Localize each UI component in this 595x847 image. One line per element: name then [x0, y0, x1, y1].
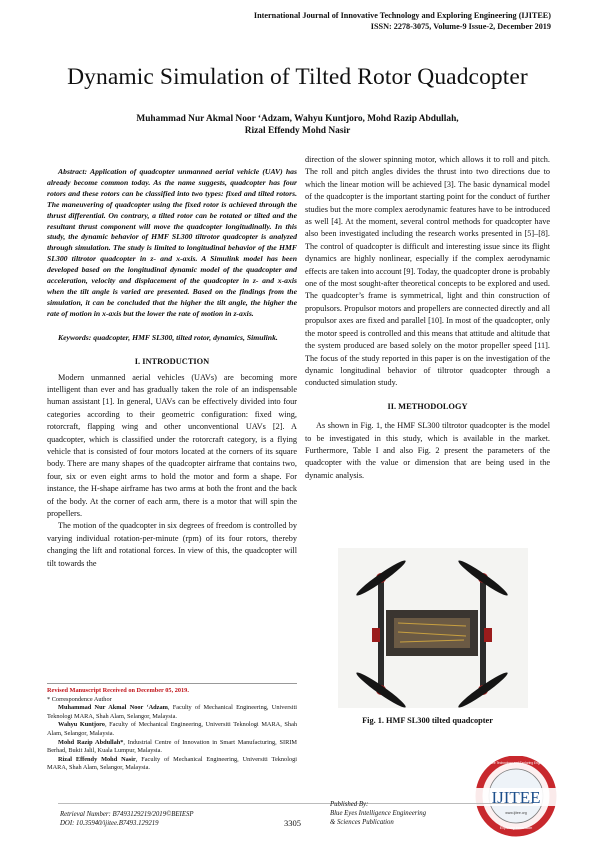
author-line-2: Rizal Effendy Mohd Nasir — [244, 126, 351, 137]
right-column — [305, 154, 550, 482]
footnote-divider — [47, 683, 297, 684]
retrieval-number: Retrieval Number: B7493129219/2019©BEIESP — [60, 811, 194, 818]
footnotes — [47, 687, 297, 773]
left-column — [47, 167, 297, 570]
publisher-name-2: & Sciences Publication — [330, 819, 394, 827]
figure-1-caption: Fig. 1. HMF SL300 tilted quadcopter — [362, 716, 493, 725]
introduction-body — [47, 372, 297, 571]
doi: DOI: 10.35940/ijitee.B7493.129219 — [60, 820, 159, 828]
footer-publisher — [330, 800, 470, 828]
section-heading-introduction: I. INTRODUCTION — [134, 356, 210, 366]
right-paragraph-1: direction of the slower spinning motor, which allows it to roll and pitch. The roll and pitch angles divides the thrust into two directions due to which the linear motion will be achieved [3]. The basic dynamical model of the quadcopter is the important starting point for the conduct of further studies but the more complex aerodynamic features have to be introduced as well [4]. At the moment, several control methods for quadcopter have also been investigated including the research works presented in [5]–[8]. The control of quadcopter is difficult and interesting issue since its flight dynamics are highly nonlinear, especially if the complex aerodynamic effects are taken into account [9]. Today, the quadcopter drone is probably one of the most sought-after theoretical concepts to be explored and used. The quadcopter’s frame is symmetrical, light and thin construction of propulsors. Propulsor motors and propellers are connected directly and all propulsor axes are fixed and parallel [10]. In most of the quadcopter, only the motor speed is controlled and this means that attitude and altitude that the system produced are based solely on the motor propeller speed [11]. The focus of the study reported in this paper is on the investigation of the dynamic longitudinal behavior of tiltrotor quadcopter through a conducted simulation study. — [305, 155, 550, 388]
logo-ring-bottom-text: Exploring Innovation — [499, 826, 533, 830]
journal-header — [254, 11, 551, 32]
author-affiliation-4: Rizal Effendy Mohd Nasir, Faculty of Mechanical Engineering, Universiti Teknologi MARA, Shah Alam, Selangor, Malaysia. — [47, 755, 297, 772]
correspondence-note: * Correspondence Author — [47, 695, 112, 703]
journal-name: International Journal of Innovative Technology and Exploring Engineering (IJITEE) — [253, 11, 551, 20]
ijitee-logo-graphic — [470, 756, 562, 842]
method-paragraph-1: As shown in Fig. 1, the HMF SL300 tiltrotor quadcopter is the model to be investigated in this study, which is available in the market. Furthermore, Table I and also Fig. 2 present the parameters of the quadcopter with the value or dimension that are being used in the dynamic analysis. — [305, 421, 550, 480]
publisher-name-1: Blue Eyes Intelligence Engineering — [330, 810, 427, 818]
logo-wordmark: IJITEE — [491, 788, 541, 807]
published-by: Published By: — [330, 801, 369, 808]
journal-issn: ISSN: 2278-3075, Volume-9 Issue-2, December 2019 — [370, 21, 551, 31]
revised-date: Revised Manuscript Received on December 05, 2019. — [47, 687, 189, 694]
paper-title: Dynamic Simulation of Tilted Rotor Quadcopter — [67, 64, 528, 90]
page-number: 3305 — [284, 818, 301, 828]
author-list — [60, 113, 535, 138]
author-line-1: Muhammad Nur Akmal Noor ‘Adzam, Wahyu Kuntjoro, Mohd Razip Abdullah, — [136, 114, 459, 124]
author-affiliation-1: Muhammad Nur Akmal Noor ‘Adzam, Faculty of Mechanical Engineering, Universiti Teknologi MARA, Shah Alam, Selangor, Malaysia. — [47, 704, 297, 720]
logo-url: www.ijitee.org — [505, 811, 527, 815]
author-affiliation-2: Wahyu Kuntjoro, Faculty of Mechanical Engineering, Universiti Teknologi MARA, Shah Alam, Selangor, Malaysia. — [47, 721, 298, 737]
intro-paragraph-1: Modern unmanned aerial vehicles (UAVs) are becoming more intelligent than ever and has gradually taken the role of an indispensable human assistant [1]. In general, UAVs can be effectively divided into four categories according to their geometric configuration: fixed wing, rotorcraft, flapping wing and other unconventional UAVs [2]. A quadcopter, which is classified under the rotorcraft category, is a flying vehicle that is consisted of four motors located at the corners of its square body. There are many shapes of the quadcopter airframe that contains two, four, six or even eight arms to hold the motor and form a shape. For instance, the H-shape airframe has two arms at both the front and the back of the body. At the corner of each arm, there is a motor that will spin the propellers. — [47, 372, 297, 519]
footer-left — [60, 810, 260, 828]
logo-ring-top-text: Innovative Technology and Exploring Engineering — [481, 761, 551, 765]
intro-paragraph-2: The motion of the quadcopter in six degrees of freedom is controlled by varying individual rotation-per-minute (rpm) of its four rotors, thereby changing the lift and rotational forces. In view of this, the quadcopter will tilt towards the — [47, 521, 297, 568]
keywords: Keywords: quadcopter, HMF SL300, tilted rotor, dynamics, Simulink. — [58, 332, 278, 342]
quadcopter-illustration — [338, 548, 528, 708]
author-affiliation-3: Mohd Razip Abdullah*, Industrial Centre of Innovation in Smart Manufacturing, SIRIM Berhad, Bukit Jalil, Kuala Lumpur, Malaysia. — [47, 738, 297, 755]
ijitee-logo — [470, 756, 562, 842]
section-heading-methodology: II. METHODOLOGY — [387, 401, 468, 411]
figure-1-image — [338, 548, 528, 708]
abstract: Abstract: Application of quadcopter unmanned aerial vehicle (UAV) has already become common today. As the name suggests, quadcopter has four rotors and these rotors can be classified into two types: fixed and tilted rotors. The maneuvering of quadcopter using the fixed rotor is achieved through the thrust differential. On contrary, a tilted rotor can be rotated or tilted and the resultant thrust component will move the quadcopter longitudinally. In this study, the dynamic behavior of HMF SL300 tiltrotor quadcopter is analyzed through simulation. The study is limited to longitudinal behavior of the HMF SL300 tiltrotor quadcopter in z- and x-axis. A Simulink model has been developed based on the longitudinal dynamic model of the quadcopter and acceleration, velocity and displacement of the quadcopter in z- and x-axis when the tilt angle is varied are presented. Based on the findings from the simulation, it can be concluded that the higher the tilt angle, the higher the rate of motion in x-axis but the lower the rate of motion in z-axis. — [47, 167, 297, 318]
